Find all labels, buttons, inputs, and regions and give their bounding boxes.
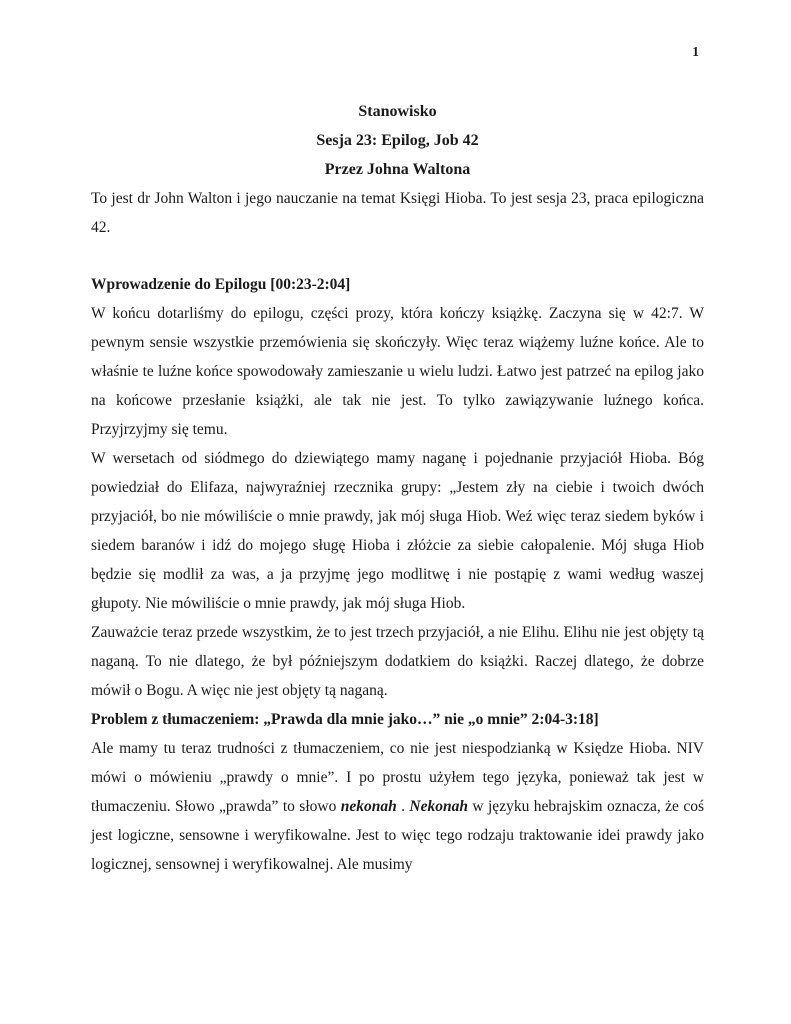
section-gap — [91, 242, 704, 270]
paragraph-epilogue-3: Zauważcie teraz przede wszystkim, że to jest trzech przyjaciół, a nie Elihu. Elihu nie jest objęty tą naganą. To nie dlatego, że był późniejszym dodatkiem do książki. Raczej dlatego, że dobrze mówił o Bogu. A więc nie jest objęty tą naganą. — [91, 624, 704, 699]
document-subtitle-session: Sesja 23: Epilog, Job 42 — [316, 132, 479, 149]
text-run: . — [396, 798, 410, 815]
page-number: 1 — [692, 44, 699, 59]
text-run: w języku hebrajskim oznacza, że coś jest logiczne, sensowne i weryfikowalne. Jest to więc tego rodzaju traktowanie idei prawdy jako logicznej, sensownej i weryfikowalnej. Ale musimy — [91, 798, 705, 873]
hebrew-term: nekonah — [340, 798, 397, 815]
section-heading-epilogue-intro: Wprowadzenie do Epilogu [00:23-2:04] — [91, 276, 351, 293]
document-content — [91, 97, 704, 879]
paragraph-epilogue-1: W końcu dotarliśmy do epilogu, części prozy, która kończy książkę. Zaczyna się w 42:7. W pewnym sensie wszystkie przemówienia się skończyły. Więc teraz wiążemy luźne końce. Ale to właśnie te luźne końce spowodowały zamieszanie u wielu ludzi. Łatwo jest patrzeć na epilog jako na końcowe przesłanie książki, ale tak nie jest. To tylko zawiązywanie luźnego końca. Przyjrzyjmy się temu. — [91, 305, 704, 438]
hebrew-term: Nekonah — [409, 798, 468, 815]
document-subtitle-author: Przez Johna Waltona — [324, 161, 471, 178]
paragraph-translation — [91, 734, 704, 879]
intro-paragraph: To jest dr John Walton i jego nauczanie na temat Księgi Hioba. To jest sesja 23, praca epilogiczna 42. — [91, 190, 704, 236]
text-run: Ale mamy tu teraz trudności z tłumaczeniem, co nie jest niespodzianką w Księdze Hioba. NIV mówi o mówieniu „prawdy o mnie”. I po prostu użyłem tego języka, ponieważ tak jest w tłumaczeniu. Słowo „prawda” to słowo — [91, 740, 704, 815]
document-title: Stanowisko — [358, 103, 437, 120]
paragraph-epilogue-2: W wersetach od siódmego do dziewiątego mamy naganę i pojednanie przyjaciół Hioba. Bóg powiedział do Elifaza, najwyraźniej rzecznika grupy: „Jestem zły na ciebie i twoich dwóch przyjaciół, bo nie mówiliście o mnie prawdy, jak mój sługa Hiob. Weź więc teraz siedem byków i siedem baranów i idź do mojego sługę Hioba i złóżcie za siebie całopalenie. Mój sługa Hiob będzie się modlił za was, a ja przyjmę jego modlitwę i nie postąpię z wami według waszej głupoty. Nie mówiliście o mnie prawdy, jak mój sługa Hiob. — [91, 450, 704, 612]
section-heading-translation-problem: Problem z tłumaczeniem: „Prawda dla mnie jako…” nie „o mnie” 2:04-3:18] — [91, 711, 599, 728]
